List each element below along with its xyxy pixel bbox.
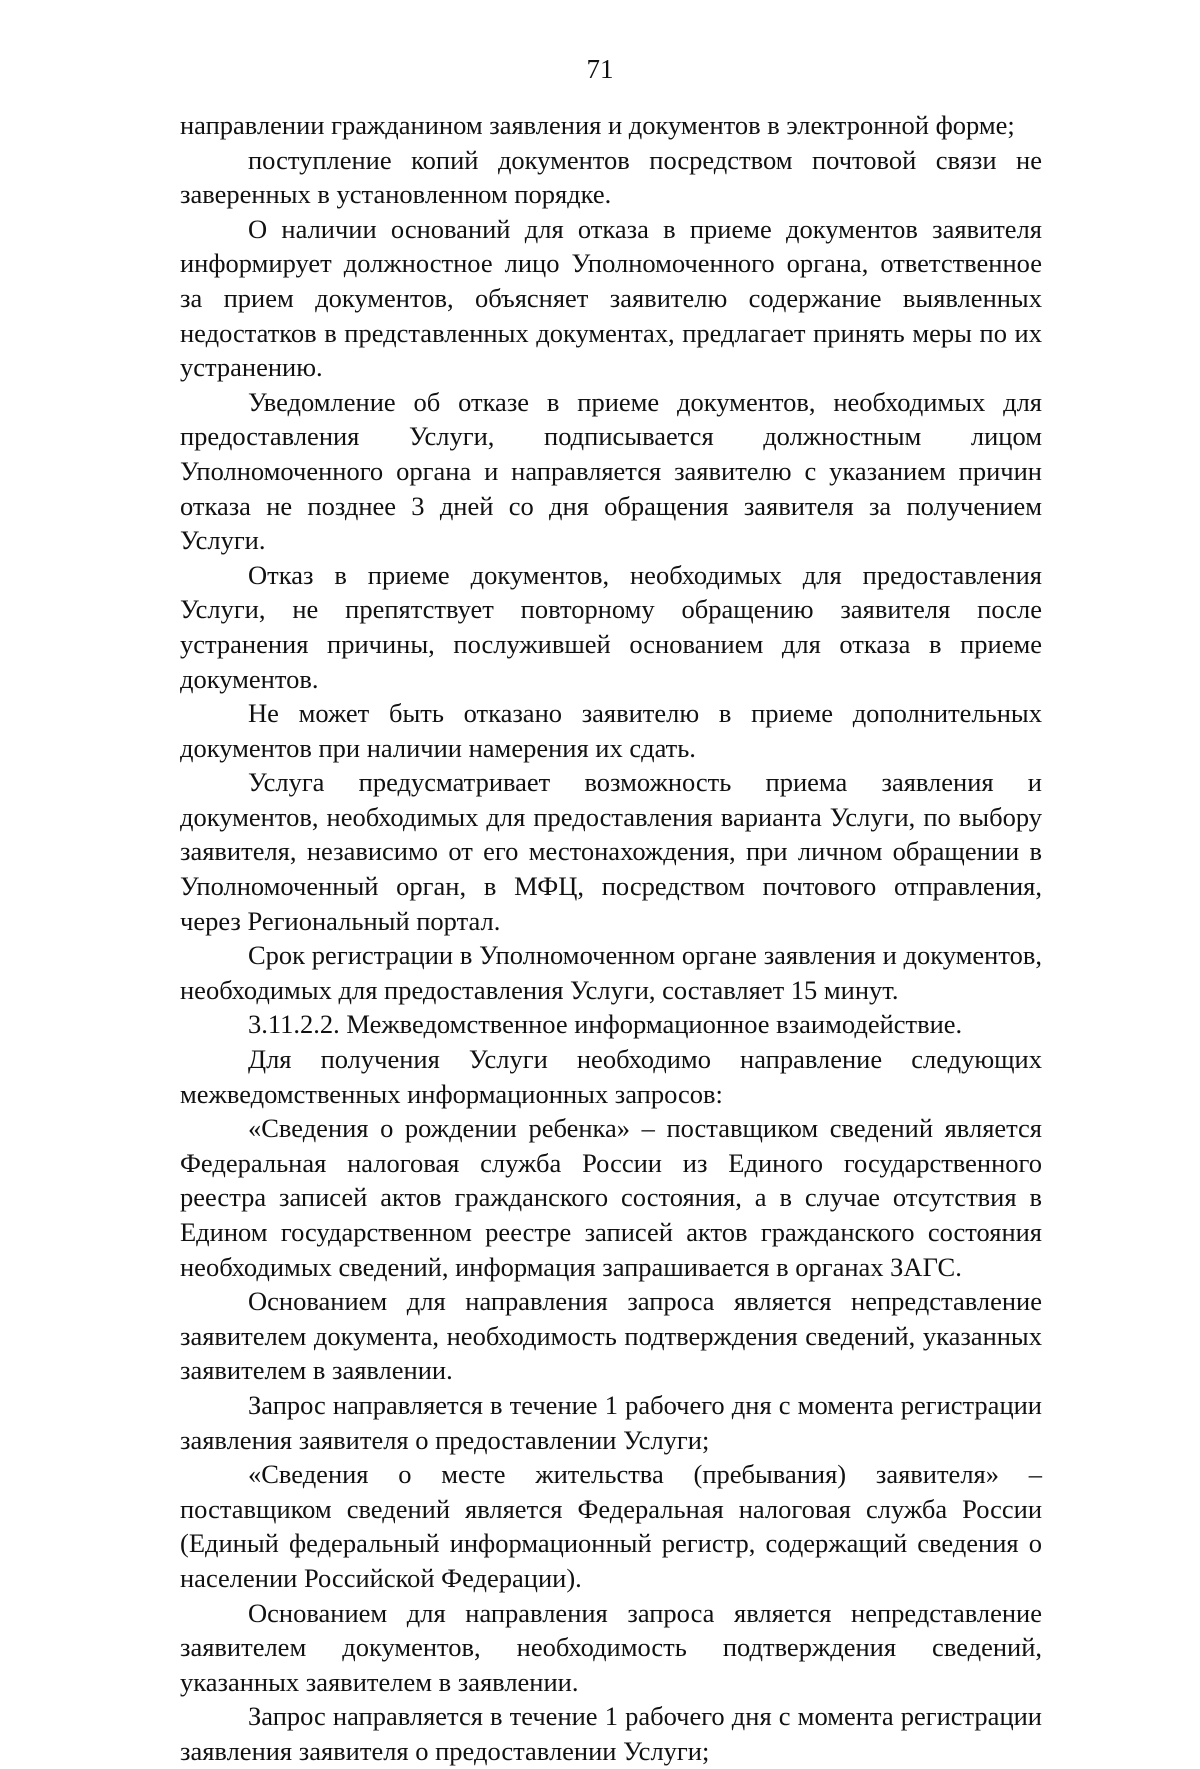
paragraph-8: Срок регистрации в Уполномоченном органе заявления и документов, необходимых для предоставления Услуги, составляет 15 минут. bbox=[180, 940, 1042, 1005]
page-number: 71 bbox=[586, 54, 614, 84]
paragraph-1: направлении гражданином заявления и документов в электронной форме; bbox=[180, 110, 1015, 140]
paragraph-6: Не может быть отказано заявителю в приеме дополнительных документов при наличии намерения их сдать. bbox=[180, 698, 1042, 763]
paragraph-5: Отказ в приеме документов, необходимых для предоставления Услуги, не препятствует повторному обращению заявителя после устранения причины, послужившей основанием для отказа в приеме документов. bbox=[180, 559, 1042, 694]
section-heading-3-11-2-2: 3.11.2.2. Межведомственное информационное взаимодействие. bbox=[248, 1009, 963, 1040]
paragraph-4: Уведомление об отказе в приеме документов, необходимых для предоставления Услуги, подписывается должностным лицом Уполномоченного органа и направляется заявителю с указанием причин отказа не позднее 3 дней со дня обращения заявителя за получением Услуги. bbox=[180, 386, 1042, 556]
paragraph-12: Основанием для направления запроса является непредставление заявителем документа, необходимость подтверждения сведений, указанных заявителем в заявлении. bbox=[180, 1286, 1042, 1386]
paragraph-15: Основанием для направления запроса является непредставление заявителем документов, необходимость подтверждения сведений, указанных заявителем в заявлении. bbox=[180, 1597, 1042, 1697]
paragraph-7: Услуга предусматривает возможность приема заявления и документов, необходимых для предоставления варианта Услуги, по выбору заявителя, независимо от его местонахождения, при личном обращении в Уполномоченный орган, в МФЦ, посредством почтового отправления, через Региональный портал. bbox=[180, 767, 1042, 936]
paragraph-14: «Сведения о месте жительства (пребывания) заявителя» – поставщиком сведений является Федеральная налоговая служба России (Единый федеральный информационный регистр, содержащий сведения о населении Российской Федерации). bbox=[180, 1459, 1042, 1593]
document-body bbox=[180, 108, 1042, 1769]
paragraph-16: Запрос направляется в течение 1 рабочего дня с момента регистрации заявления заявителя о предоставлении Услуги; bbox=[180, 1701, 1042, 1766]
paragraph-3: О наличии оснований для отказа в приеме документов заявителя информирует должностное лицо Уполномоченного органа, ответственное за прием документов, объясняет заявителю содержание выявленных недостатков в представленных документах, предлагает принять меры по их устранению. bbox=[180, 213, 1042, 383]
paragraph-13: Запрос направляется в течение 1 рабочего дня с момента регистрации заявления заявителя о предоставлении Услуги; bbox=[180, 1389, 1042, 1455]
paragraph-2: поступление копий документов посредством почтовой связи не заверенных в установленном порядке. bbox=[180, 144, 1042, 210]
paragraph-10: Для получения Услуги необходимо направление следующих межведомственных информационных запросов: bbox=[180, 1044, 1042, 1109]
paragraph-11: «Сведения о рождении ребенка» – поставщиком сведений является Федеральная налоговая служба России из Единого государственного реестра записей актов гражданского состояния, а в случае отсутствия в Едином государственном реестре записей актов гражданского состояния необходимых сведений, информация запрашивается в органах ЗАГС. bbox=[180, 1113, 1042, 1282]
